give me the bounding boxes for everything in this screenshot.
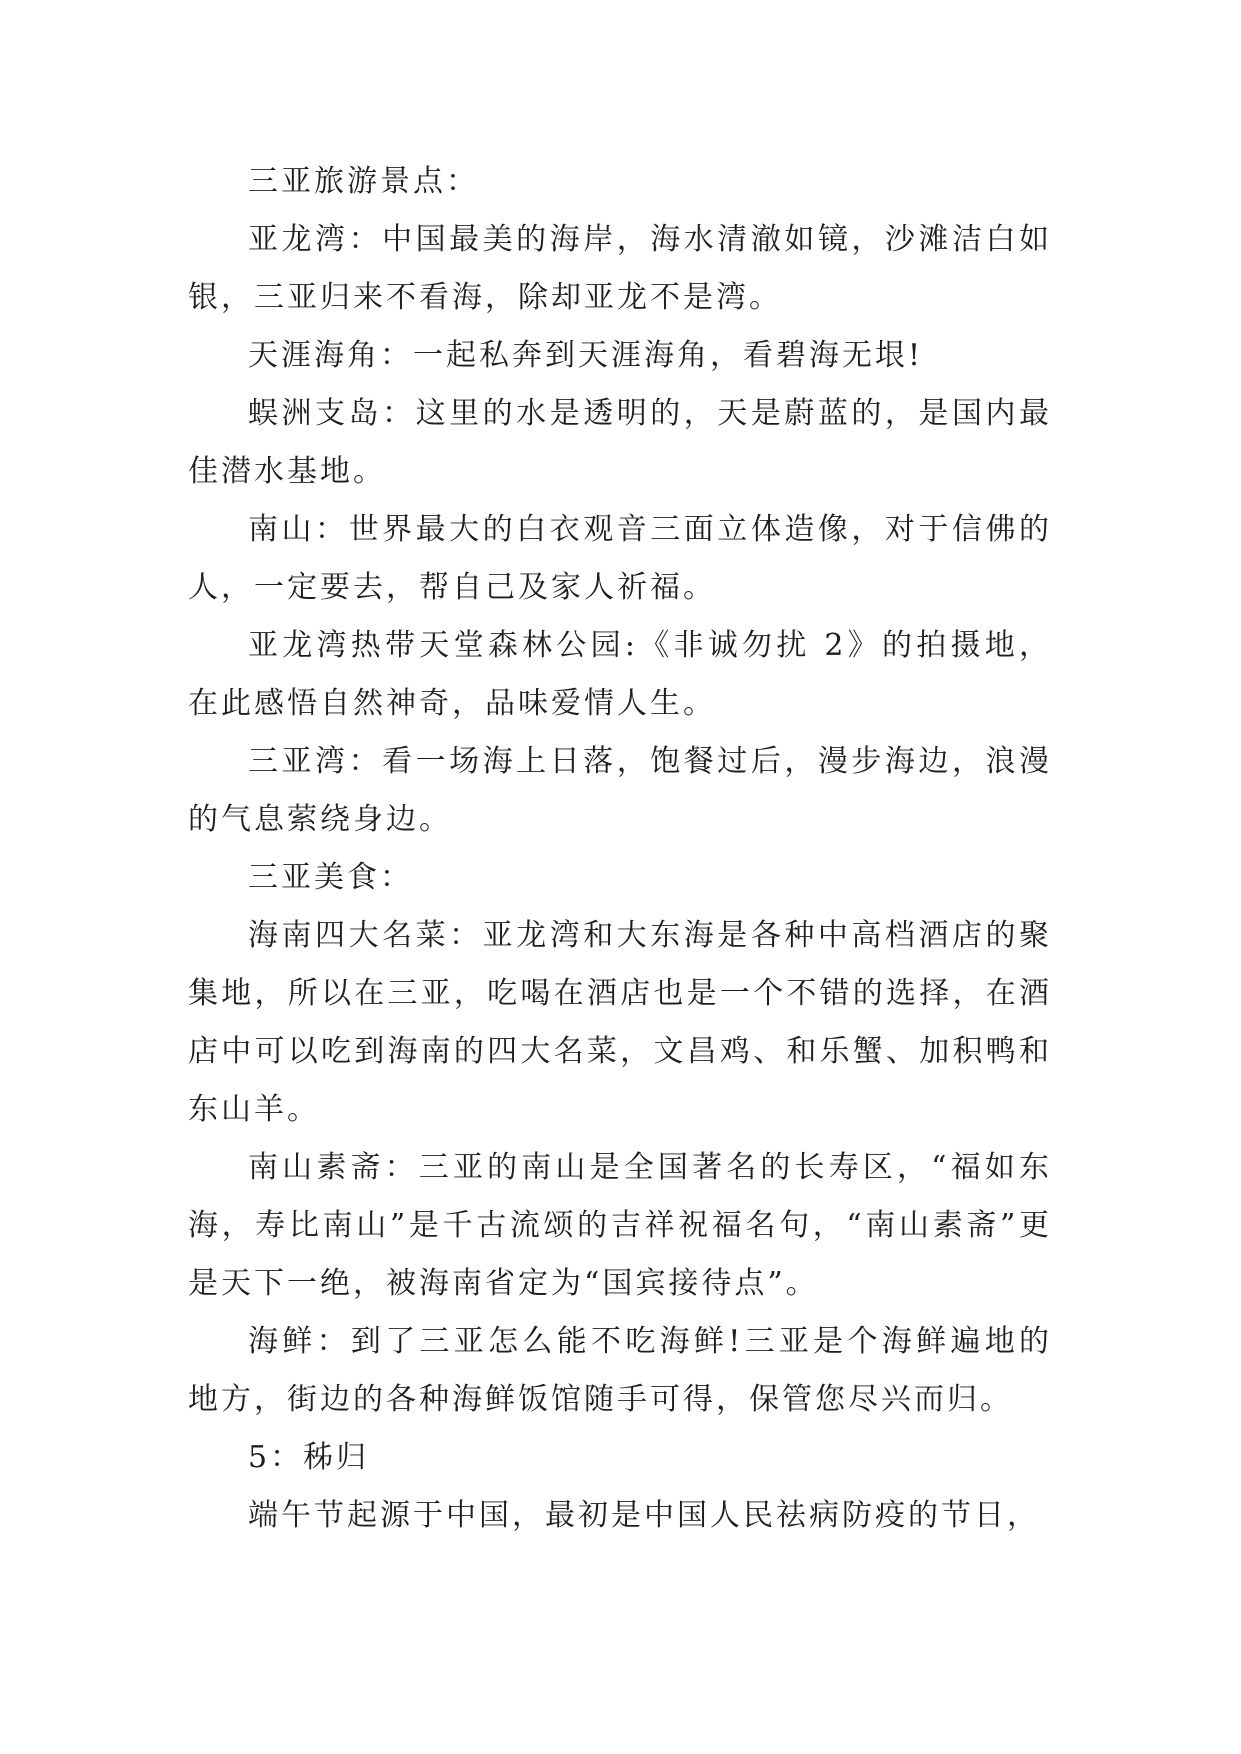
paragraph-tianya-haijiao: 天涯海角：一起私奔到天涯海角，看碧海无垠! xyxy=(248,338,924,373)
section-heading-zigui: 5：秭归 xyxy=(248,1440,370,1475)
paragraph-four-famous-dishes: 海南四大名菜：亚龙湾和大东海是各种中高档酒店的聚集地，所以在三亚，吃喝在酒店也是一个不错的选择，在酒店中可以吃到海南的四大名菜，文昌鸡、和乐蟹、加积鸭和东山羊。 xyxy=(188,918,1052,1127)
paragraph-nanshan: 南山：世界最大的白衣观音三面立体造像，对于信佛的人，一定要去，帮自己及家人祈福。 xyxy=(188,512,1052,605)
paragraph-wuzhizhou-island: 蜈洲支岛：这里的水是透明的，天是蔚蓝的，是国内最佳潜水基地。 xyxy=(188,396,1052,489)
paragraph-sanya-bay: 三亚湾：看一场海上日落，饱餐过后，漫步海边，浪漫的气息萦绕身边。 xyxy=(188,744,1052,837)
paragraph-yalong-bay-forest-park: 亚龙湾热带天堂森林公园:《非诚勿扰 2》的拍摄地，在此感悟自然神奇，品味爱情人生。 xyxy=(188,628,1052,721)
paragraph-seafood: 海鲜：到了三亚怎么能不吃海鲜!三亚是个海鲜遍地的地方，街边的各种海鲜饭馆随手可得，保管您尽兴而归。 xyxy=(188,1324,1052,1417)
section-heading-sanya-food: 三亚美食： xyxy=(248,860,413,895)
paragraph-yalong-bay: 亚龙湾：中国最美的海岸，海水清澈如镜，沙滩洁白如银，三亚归来不看海，除却亚龙不是湾。 xyxy=(188,222,1052,315)
paragraph-nanshan-vegetarian: 南山素斋：三亚的南山是全国著名的长寿区，“福如东海，寿比南山”是千古流颂的吉祥祝福名句，“南山素斋”更是天下一绝，被海南省定为“国宾接待点”。 xyxy=(188,1150,1052,1301)
document-body xyxy=(188,153,1052,1545)
paragraph-dragon-boat-festival: 端午节起源于中国，最初是中国人民祛病防疫的节日， xyxy=(248,1498,1040,1533)
section-heading-sanya-attractions: 三亚旅游景点： xyxy=(248,164,479,199)
